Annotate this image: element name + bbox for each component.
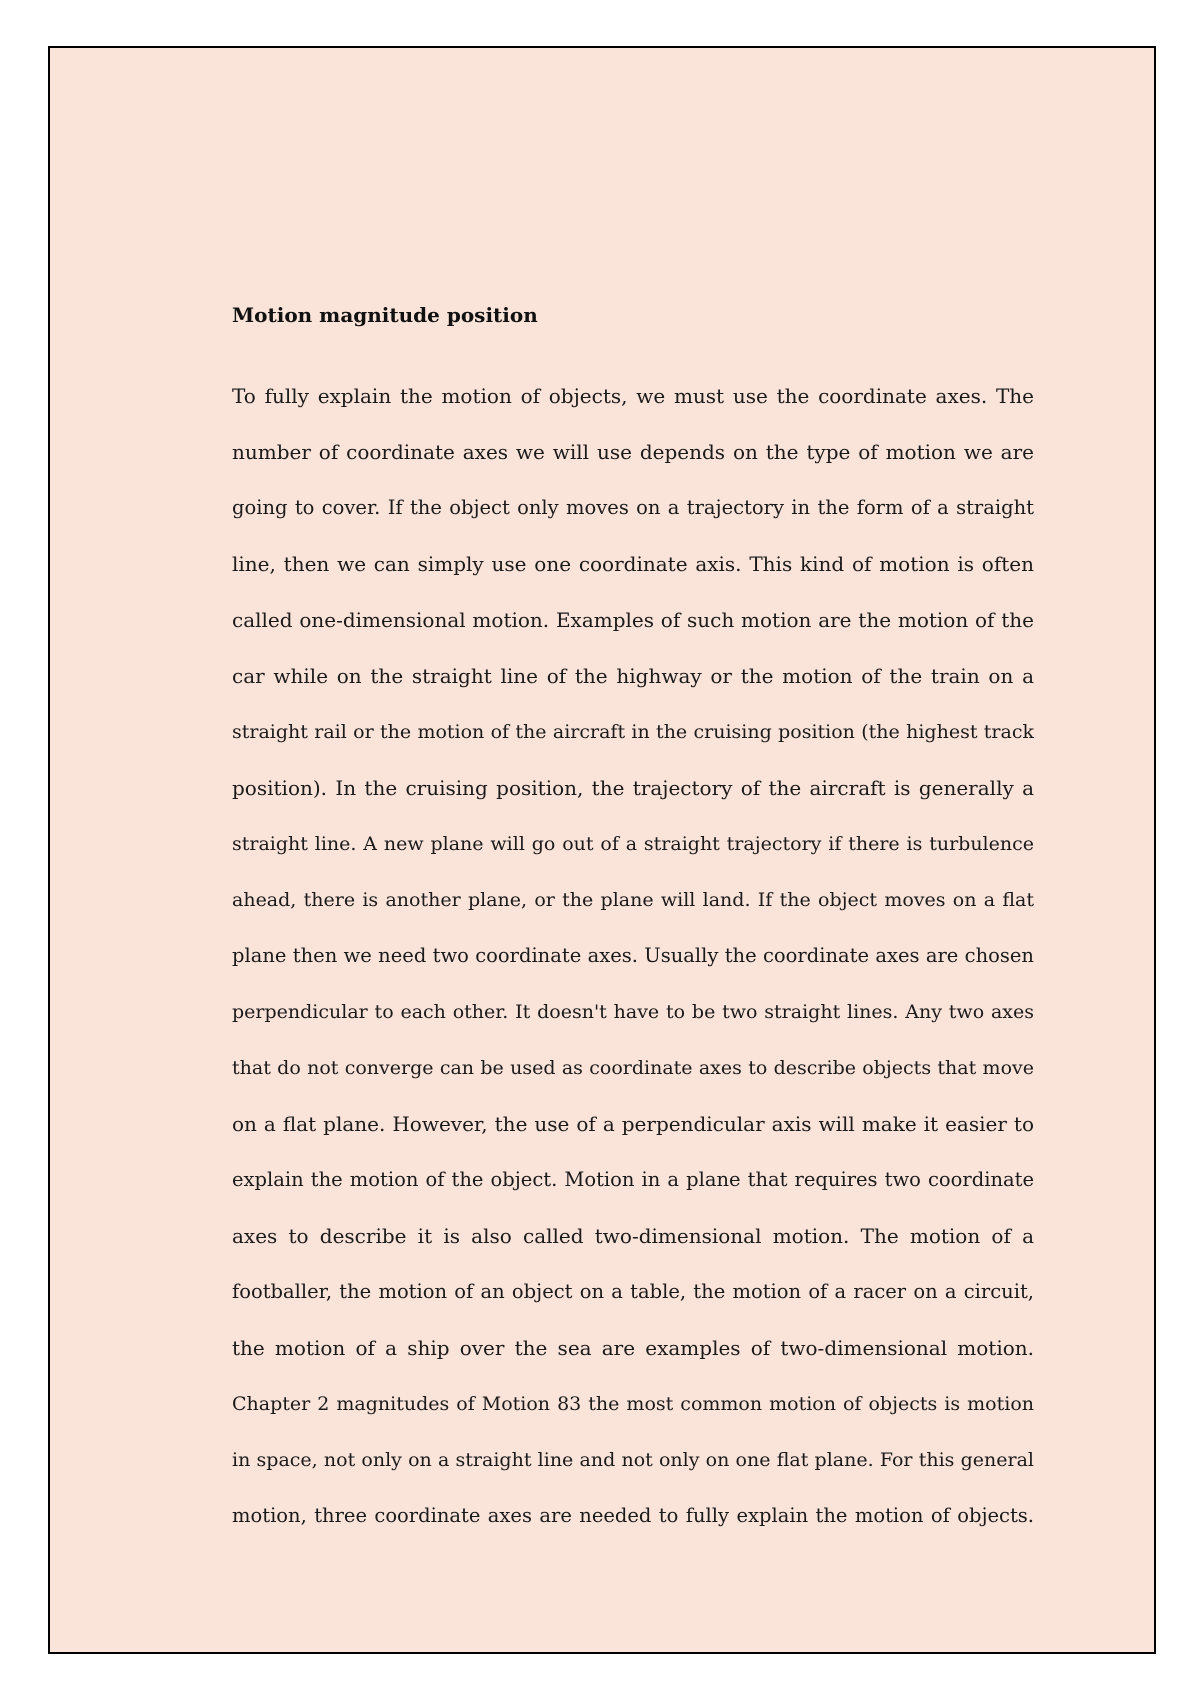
paragraph-line: that do not converge can be used as coordinate axes to describe objects that move [232, 1057, 1034, 1079]
paragraph-line: Chapter 2 magnitudes of Motion 83 the most common motion of objects is motion [232, 1393, 1034, 1415]
paragraph-line: footballer, the motion of an object on a table, the motion of a racer on a circuit, [232, 1280, 1034, 1303]
paragraph-line: line, then we can simply use one coordinate axis. This kind of motion is often [232, 552, 1034, 576]
paragraph-line: explain the motion of the object. Motion in a plane that requires two coordinate [232, 1168, 1034, 1191]
paragraph-line: motion, three coordinate axes are needed to fully explain the motion of objects. [232, 1504, 1034, 1527]
paragraph-line: plane then we need two coordinate axes. Usually the coordinate axes are chosen [232, 944, 1034, 967]
paragraph-line: perpendicular to each other. It doesn't have to be two straight lines. Any two axes [232, 1001, 1034, 1023]
paragraph-line: car while on the straight line of the highway or the motion of the train on a [232, 664, 1034, 688]
document-title: Motion magnitude position [232, 303, 538, 327]
paragraph-line: number of coordinate axes we will use depends on the type of motion we are [232, 440, 1034, 464]
paragraph-line: on a flat plane. However, the use of a perpendicular axis will make it easier to [232, 1112, 1034, 1136]
paragraph-line: in space, not only on a straight line and not only on one flat plane. For this general [232, 1449, 1034, 1471]
paragraph-line: called one-dimensional motion. Examples of such motion are the motion of the [232, 608, 1034, 632]
body-paragraph [232, 368, 1034, 1544]
document-content [232, 298, 1034, 1544]
paragraph-line: ahead, there is another plane, or the plane will land. If the object moves on a flat [232, 889, 1034, 911]
paragraph-line: the motion of a ship over the sea are examples of two-dimensional motion. [232, 1336, 1034, 1360]
paragraph-line: position). In the cruising position, the trajectory of the aircraft is generally a [232, 776, 1034, 800]
document-page [48, 46, 1156, 1654]
paragraph-line: axes to describe it is also called two-dimensional motion. The motion of a [232, 1224, 1034, 1248]
paragraph-line: going to cover. If the object only moves on a trajectory in the form of a straight [232, 496, 1034, 519]
paragraph-line: straight rail or the motion of the aircraft in the cruising position (the highest track [232, 721, 1034, 743]
paragraph-line: To fully explain the motion of objects, we must use the coordinate axes. The [232, 384, 1034, 408]
paragraph-line: straight line. A new plane will go out of a straight trajectory if there is turbulence [232, 833, 1034, 855]
